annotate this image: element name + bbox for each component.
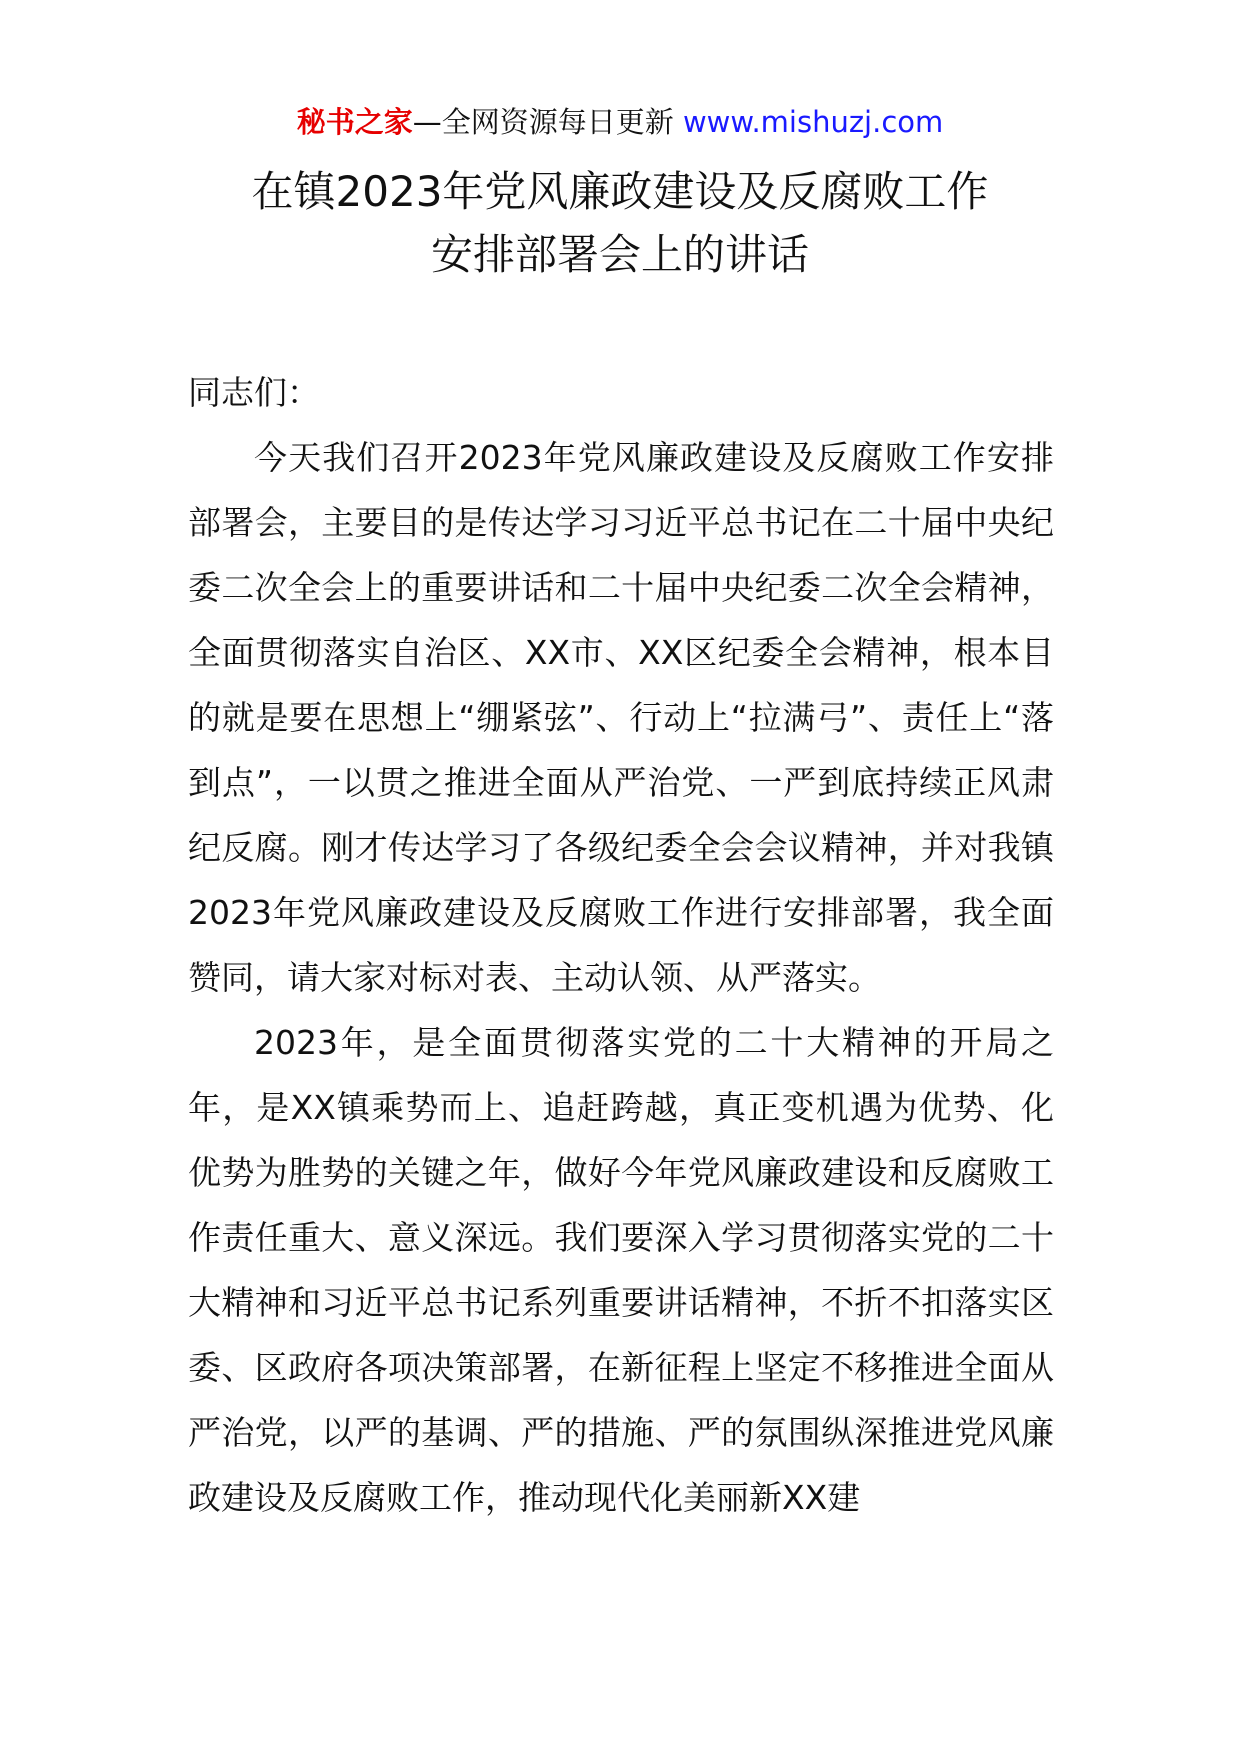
document-title xyxy=(0,160,1240,286)
paragraph-1: 今天我们召开2023年党风廉政建设及反腐败工作安排部署会，主要目的是传达学习习近平总书记在二十届中央纪委二次全会上的重要讲话和二十届中央纪委二次全会精神，全面贯彻落实自治区、XX市、XX区纪委全会精神，根本目的就是要在思想上“绷紧弦”、行动上“拉满弓”、责任上“落到点”，一以贯之推进全面从严治党、一严到底持续正风肃纪反腐。刚才传达学习了各级纪委全会会议精神，并对我镇2023年党风廉政建设及反腐败工作进行安排部署，我全面赞同，请大家对标对表、主动认领、从严落实。 xyxy=(188,438,1054,997)
site-banner xyxy=(0,100,1240,144)
banner-tagline: —全网资源每日更新 xyxy=(412,105,674,139)
salutation: 同志们： xyxy=(188,373,320,412)
title-line-2: 安排部署会上的讲话 xyxy=(430,230,809,279)
document-body xyxy=(188,360,1054,1530)
paragraph-2: 2023年，是全面贯彻落实党的二十大精神的开局之年，是XX镇乘势而上、追赶跨越，真正变机遇为优势、化优势为胜势的关键之年，做好今年党风廉政建设和反腐败工作责任重大、意义深远。我们要深入学习贯彻落实党的二十大精神和习近平总书记系列重要讲话精神，不折不扣落实区委、区政府各项决策部署，在新征程上坚定不移推进全面从严治党，以严的基调、严的措施、严的氛围纵深推进党风廉政建设及反腐败工作，推动现代化美丽新XX建 xyxy=(188,1023,1054,1517)
banner-url-link[interactable]: www.mishuzj.com xyxy=(682,105,944,139)
title-line-1: 在镇2023年党风廉政建设及反腐败工作 xyxy=(251,167,989,216)
banner-brand: 秘书之家 xyxy=(296,105,413,139)
